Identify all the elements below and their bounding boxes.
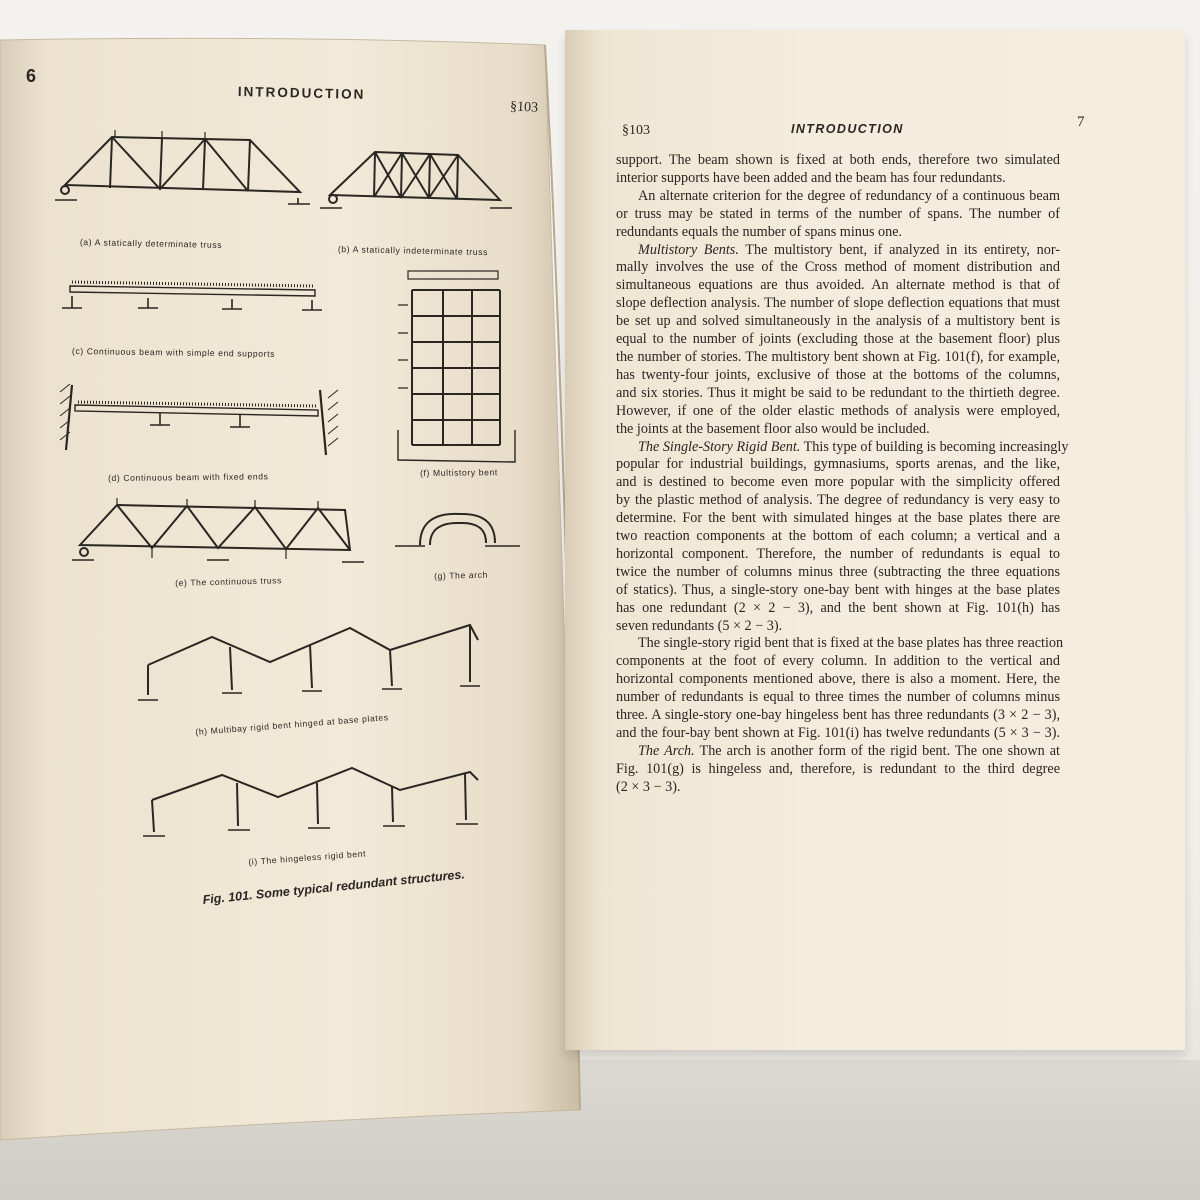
text-line: three. A single-story one-bay hingeless bent has three redundants (3 × 2 − 3), [616, 707, 1060, 724]
text-line: be set up and solved simultaneously in the analysis of a multistory bent is [616, 313, 1060, 330]
left-section-mark: §103 [509, 99, 539, 116]
caption-i: (i) The hingeless rigid bent [248, 848, 367, 867]
text-line: popular for industrial buildings, gymnasiums, sports arenas, and the like, [616, 456, 1060, 473]
text-line: of statics). Thus, a single-story one-bay bent with hinges at the base plates [616, 581, 1060, 598]
arch-diagram [395, 514, 520, 546]
text-line: and is destined to become even more popular with the simplicity offered [616, 474, 1060, 491]
text-line: components at the foot of every column. In addition to the vertical and [616, 653, 1060, 670]
text-line: (2 × 3 − 3). [616, 778, 681, 795]
text-line: number of redundants is equal to three times the number of columns minus [616, 689, 1060, 706]
multibay-hinged-bent-diagram [138, 625, 480, 700]
indeterminate-truss-diagram [320, 152, 512, 208]
determinate-truss-diagram [55, 130, 310, 204]
text-line: The single-story rigid bent that is fixed at the base plates has three reaction [638, 635, 1064, 652]
text-line: by the plastic method of analysis. The degree of redundancy is very easy to [616, 492, 1060, 509]
text-line: However, if one of the older elastic methods of analysis were employed, [616, 402, 1060, 419]
multistory-bent-diagram [398, 271, 515, 462]
text-line: twice the number of columns minus three (subtracting the three equations [616, 563, 1060, 580]
text-line: the number of stories. The multistory bent shown at Fig. 101(f), for example, [616, 348, 1060, 365]
continuous-beam-fixed-diagram [60, 384, 338, 455]
text-line: Fig. 101(g) is hingeless and, therefore, is redundant to the third degree [616, 760, 1060, 777]
caption-h: (h) Multibay rigid bent hinged at base plates [195, 712, 389, 737]
text-line: seven redundants (5 × 2 − 3). [616, 617, 783, 634]
continuous-truss-diagram [72, 498, 364, 562]
text-line: The Single-Story Rigid Bent. This type of building is becoming increasingly [638, 438, 1069, 455]
caption-f: (f) Multistory bent [420, 467, 498, 478]
paragraph-heading: Multistory Bents. [638, 241, 739, 258]
text-line: horizontal component. Therefore, the number of redundants is equal to [616, 545, 1060, 562]
right-page-body-text [616, 152, 1069, 797]
caption-b: (b) A statically indeterminate truss [337, 244, 489, 258]
left-running-header: INTRODUCTION [237, 84, 366, 102]
caption-d: (d) Continuous beam with fixed ends [108, 471, 269, 483]
text-line: two reaction components at the bottom of each column; a vertical and a [616, 528, 1060, 545]
text-line: slope deflection analysis. The number of slope deflection equations that must [616, 295, 1060, 312]
text-line: has one redundant (2 × 2 − 3), and the bent shown at Fig. 101(h) has [616, 599, 1060, 616]
text-line: or truss may be stated in terms of the number of spans. The number of [616, 205, 1060, 222]
text-line: the joints at the basement floor also would be included. [616, 420, 930, 437]
paragraph-heading: The Single-Story Rigid Bent. [638, 438, 801, 455]
text-line: determine. For the bent with simulated hinges at the base plates there are [616, 510, 1060, 527]
text-line: and six stories. Thus it might be said to be redundant to the thirtieth degree. [616, 384, 1060, 401]
text-line: simultaneous equations are thus avoided. An alternate method is that of [616, 277, 1060, 294]
right-running-header: INTRODUCTION [791, 122, 904, 136]
text-line: Multistory Bents. The multistory bent, if analyzed in its entirety, nor- [638, 241, 1060, 258]
right-page-number: 7 [1077, 114, 1085, 130]
text-line: mally involves the use of the Cross method of moment distribution and [616, 259, 1060, 276]
paragraph-heading: The Arch. [638, 742, 695, 759]
figure-caption: Fig. 101. Some typical redundant structures. [202, 867, 466, 907]
caption-g: (g) The arch [434, 569, 489, 581]
right-section-mark: §103 [622, 123, 650, 138]
text-line: The Arch. The arch is another form of the rigid bent. The one shown at [638, 742, 1060, 759]
caption-c: (c) Continuous beam with simple end supports [71, 346, 276, 359]
text-line: has twenty-four joints, exclusive of those at the bottoms of the columns, [616, 366, 1060, 383]
caption-a: (a) A statically determinate truss [79, 237, 223, 250]
text-line: interior supports have been added and the beam has four redundants. [616, 169, 1006, 186]
text-line: An alternate criterion for the degree of redundancy of a continuous beam [638, 187, 1060, 204]
text-line: equal to the number of joints (excluding those at the basement floor) plus [616, 331, 1060, 348]
text-line: support. The beam shown is fixed at both ends, therefore two simulated [616, 152, 1060, 168]
continuous-beam-simple-diagram [62, 282, 322, 310]
caption-e: (e) The continuous truss [175, 575, 283, 588]
left-page-number: 6 [26, 66, 37, 86]
text-line: redundants equals the number of spans minus one. [616, 223, 903, 240]
text-line: horizontal components mentioned above, there is also a moment. Here, the [616, 671, 1060, 688]
hingeless-rigid-bent-diagram [143, 768, 478, 836]
text-line: and the four-bay bent shown at Fig. 101(i) has twelve redundants (5 × 3 − 3). [616, 725, 1060, 741]
